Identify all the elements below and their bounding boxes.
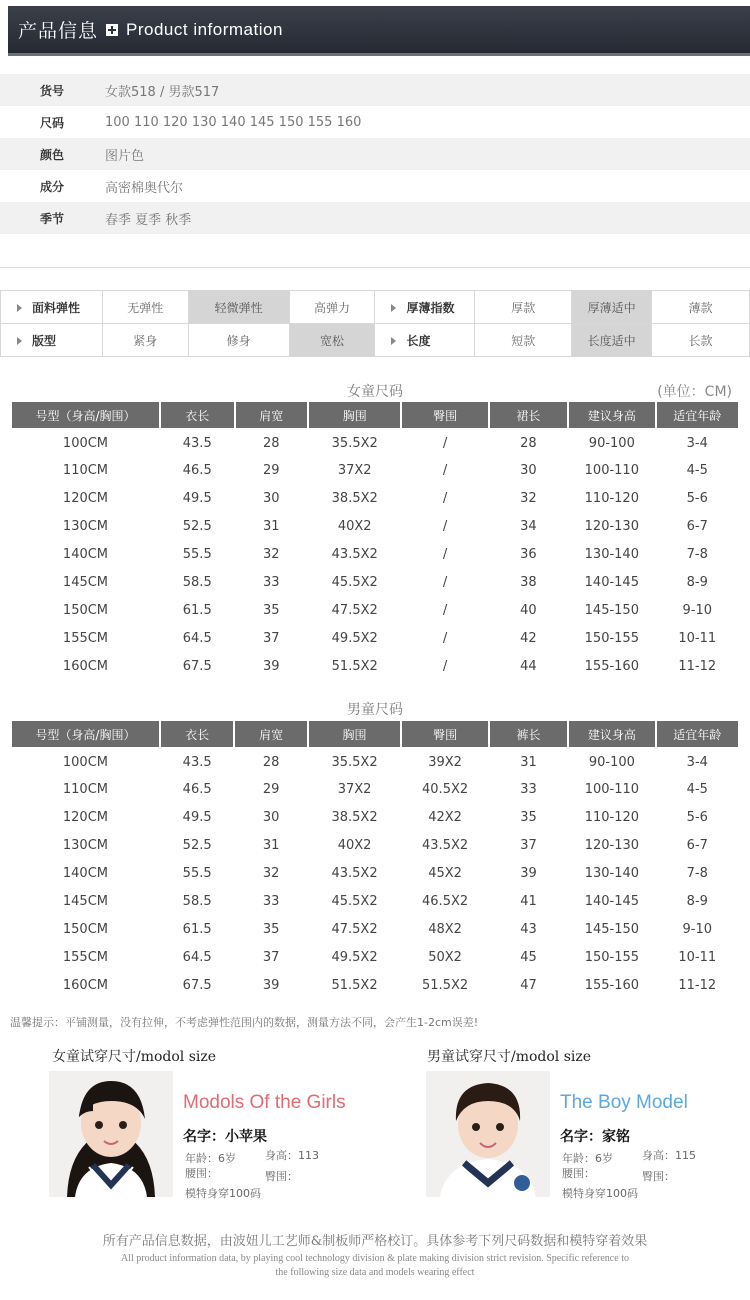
attr-label bbox=[375, 291, 475, 324]
boys-size-table bbox=[10, 721, 740, 999]
table-cell: 39 bbox=[262, 658, 280, 674]
boys-size-caption: 男童尺码 bbox=[347, 702, 403, 718]
attr-option: 修身 bbox=[188, 324, 289, 357]
table-cell: 130CM bbox=[62, 837, 108, 853]
table-cell: 32 bbox=[262, 546, 280, 562]
name-label: 名字： bbox=[560, 1129, 602, 1145]
table-cell: 145CM bbox=[62, 574, 109, 590]
column-header: 适宜年龄 bbox=[657, 721, 738, 747]
table-cell: 47.5X2 bbox=[331, 921, 378, 937]
table-header-row bbox=[12, 402, 738, 428]
table-cell: 52.5 bbox=[182, 837, 212, 853]
table-cell: 31 bbox=[262, 837, 280, 853]
girl-model-name bbox=[183, 1126, 267, 1146]
table-cell: 120CM bbox=[62, 490, 109, 506]
column-header: 号型（身高/胸围） bbox=[12, 721, 159, 747]
girl-model-title: 女童试穿尺寸/modol size bbox=[52, 1049, 217, 1065]
table-cell: 33 bbox=[262, 574, 280, 590]
info-key: 颜色 bbox=[40, 147, 65, 162]
info-key: 成分 bbox=[40, 179, 65, 194]
table-cell: 42X2 bbox=[428, 809, 462, 825]
column-header: 建议身高 bbox=[569, 721, 654, 747]
table-cell: 100CM bbox=[62, 435, 109, 451]
table-cell: 100CM bbox=[62, 754, 108, 770]
table-cell: 100-110 bbox=[584, 462, 639, 478]
table-cell: / bbox=[442, 546, 448, 562]
attr-label-text: 长度 bbox=[406, 333, 431, 348]
table-row bbox=[12, 859, 738, 887]
table-cell: 49.5X2 bbox=[331, 949, 378, 965]
table-cell: 44 bbox=[520, 658, 537, 674]
triangle-right-icon bbox=[391, 337, 396, 345]
table-cell: 160CM bbox=[62, 658, 109, 674]
table-cell: 37X2 bbox=[337, 781, 372, 797]
attr-label-text: 面料弹性 bbox=[32, 300, 81, 315]
header-title-en: Product information bbox=[126, 19, 283, 39]
table-cell: / bbox=[442, 630, 448, 646]
table-cell: 48X2 bbox=[428, 921, 462, 937]
table-cell: 120-130 bbox=[584, 518, 639, 534]
girls-size-caption: 女童尺码 bbox=[347, 384, 403, 400]
attr-option: 厚款 bbox=[475, 291, 572, 324]
table-cell: 145-150 bbox=[584, 602, 639, 618]
height-label: 身高： bbox=[642, 1149, 675, 1162]
table-cell: 37 bbox=[262, 630, 280, 646]
table-row bbox=[12, 943, 738, 971]
table-row bbox=[12, 512, 738, 540]
table-cell: / bbox=[442, 602, 448, 618]
age-label: 年龄： bbox=[562, 1152, 595, 1165]
table-cell: 37X2 bbox=[337, 462, 372, 478]
table-cell: 30 bbox=[262, 809, 280, 825]
table-cell: 49.5X2 bbox=[331, 630, 378, 646]
column-header: 胸围 bbox=[309, 402, 401, 428]
table-cell: 29 bbox=[262, 781, 280, 797]
table-cell: 37 bbox=[262, 949, 280, 965]
name-label: 名字： bbox=[183, 1129, 225, 1145]
table-row bbox=[12, 652, 738, 680]
girl-model-heading: Modols Of the Girls bbox=[183, 1092, 346, 1113]
table-cell: 49.5 bbox=[182, 809, 212, 825]
attribute-grid bbox=[0, 290, 750, 357]
boy-model-name bbox=[560, 1126, 630, 1146]
table-cell: 47.5X2 bbox=[331, 602, 378, 618]
age-label: 年龄： bbox=[185, 1152, 218, 1165]
table-cell: 110-120 bbox=[584, 490, 639, 506]
table-cell: 43 bbox=[520, 921, 537, 937]
info-row-color bbox=[0, 138, 750, 170]
girl-model-photo bbox=[49, 1071, 173, 1197]
table-cell: 33 bbox=[520, 781, 537, 797]
table-header-row bbox=[12, 721, 738, 747]
table-cell: 58.5 bbox=[182, 893, 212, 909]
table-cell: 39 bbox=[520, 865, 537, 881]
table-cell: 33 bbox=[262, 893, 280, 909]
table-cell: 51.5X2 bbox=[331, 977, 378, 993]
table-cell: 4-5 bbox=[686, 781, 708, 797]
height-label: 身高： bbox=[265, 1149, 298, 1162]
table-cell: 36 bbox=[520, 546, 537, 562]
info-key: 货号 bbox=[40, 83, 65, 98]
table-cell: 140-145 bbox=[584, 893, 640, 909]
table-cell: 155CM bbox=[62, 630, 109, 646]
table-cell: 150-155 bbox=[584, 630, 639, 646]
table-cell: 4-5 bbox=[686, 462, 708, 478]
table-cell: 110CM bbox=[62, 462, 109, 478]
table-row bbox=[12, 803, 738, 831]
table-cell: 38 bbox=[520, 574, 537, 590]
info-row-size bbox=[0, 106, 750, 138]
column-header: 胸围 bbox=[309, 721, 401, 747]
table-cell: 145CM bbox=[62, 893, 108, 909]
table-cell: 43.5X2 bbox=[422, 837, 469, 853]
table-row bbox=[12, 456, 738, 484]
table-cell: 51.5X2 bbox=[331, 658, 378, 674]
table-cell: 11-12 bbox=[678, 977, 717, 993]
product-info-list bbox=[0, 74, 750, 268]
table-cell: 130-140 bbox=[584, 546, 639, 562]
attr-option: 无弹性 bbox=[102, 291, 188, 324]
table-cell: 100-110 bbox=[584, 781, 640, 797]
table-row bbox=[12, 747, 738, 775]
table-cell: 64.5 bbox=[182, 949, 212, 965]
table-cell: 28 bbox=[262, 754, 280, 770]
column-header: 肩宽 bbox=[236, 402, 307, 428]
table-cell: 58.5 bbox=[182, 574, 212, 590]
attr-option-selected: 轻微弹性 bbox=[188, 291, 289, 324]
attr-option-selected: 宽松 bbox=[289, 324, 375, 357]
attr-label-text: 厚薄指数 bbox=[406, 300, 455, 315]
girl-model-height bbox=[265, 1147, 319, 1163]
table-cell: 50X2 bbox=[428, 949, 462, 965]
attr-label bbox=[1, 324, 103, 357]
table-cell: 9-10 bbox=[682, 921, 713, 937]
attr-option: 薄款 bbox=[652, 291, 750, 324]
table-cell: 39X2 bbox=[428, 754, 462, 770]
table-cell: 49.5 bbox=[182, 490, 212, 506]
table-cell: 35 bbox=[262, 602, 280, 618]
table-cell: 34 bbox=[520, 518, 537, 534]
table-cell: 90-100 bbox=[588, 435, 635, 451]
name-value: 小苹果 bbox=[225, 1129, 267, 1145]
table-cell: 55.5 bbox=[182, 865, 212, 881]
name-value: 家铭 bbox=[602, 1129, 630, 1145]
table-cell: 29 bbox=[262, 462, 280, 478]
table-cell: 140CM bbox=[62, 865, 108, 881]
table-cell: 40X2 bbox=[337, 837, 372, 853]
table-cell: 145-150 bbox=[584, 921, 640, 937]
info-row-item-no bbox=[0, 74, 750, 106]
table-cell: 30 bbox=[262, 490, 280, 506]
attr-option: 紧身 bbox=[102, 324, 188, 357]
table-cell: 120-130 bbox=[584, 837, 640, 853]
table-cell: 140CM bbox=[62, 546, 109, 562]
info-row-season bbox=[0, 202, 750, 234]
boy-model-age bbox=[562, 1150, 613, 1166]
table-cell: 35.5X2 bbox=[331, 435, 378, 451]
info-value: 高密棉奥代尔 bbox=[105, 180, 184, 196]
attr-label bbox=[1, 291, 103, 324]
plus-icon bbox=[106, 24, 118, 36]
table-cell: 55.5 bbox=[182, 546, 212, 562]
table-cell: 28 bbox=[520, 435, 537, 451]
column-header: 裤长 bbox=[490, 721, 567, 747]
section-header bbox=[8, 6, 750, 56]
table-cell: 90-100 bbox=[588, 754, 635, 770]
table-cell: 52.5 bbox=[182, 518, 212, 534]
column-header: 臀围 bbox=[402, 721, 488, 747]
boy-model-waist: 腰围： bbox=[562, 1167, 595, 1180]
table-cell: 6-7 bbox=[686, 518, 708, 534]
attr-option-selected: 厚薄适中 bbox=[572, 291, 652, 324]
column-header: 衣长 bbox=[161, 721, 234, 747]
table-cell: 41 bbox=[520, 893, 537, 909]
footer-note-cn: 所有产品信息数据，由波妞儿工艺师&制板师严格校订。具体参考下列尺码数据和模特穿着效果 bbox=[102, 1234, 648, 1249]
column-header: 衣长 bbox=[161, 402, 234, 428]
table-cell: 40 bbox=[520, 602, 537, 618]
table-cell: 43.5X2 bbox=[331, 546, 378, 562]
attr-option: 短款 bbox=[475, 324, 572, 357]
table-row bbox=[12, 887, 738, 915]
table-cell: 30 bbox=[520, 462, 537, 478]
table-cell: / bbox=[442, 574, 448, 590]
table-cell: 120CM bbox=[62, 809, 108, 825]
girl-model-age bbox=[185, 1150, 236, 1166]
table-cell: 32 bbox=[520, 490, 537, 506]
girl-model-waist: 腰围： bbox=[185, 1167, 218, 1180]
attribute-row bbox=[1, 324, 750, 357]
table-row bbox=[12, 568, 738, 596]
table-cell: 61.5 bbox=[182, 921, 212, 937]
boy-model-wear: 模特身穿100码 bbox=[562, 1187, 638, 1200]
table-cell: / bbox=[442, 462, 448, 478]
table-cell: 3-4 bbox=[686, 435, 708, 451]
header-title-cn: 产品信息 bbox=[18, 20, 99, 42]
table-cell: 140-145 bbox=[584, 574, 639, 590]
boy-model-title: 男童试穿尺寸/modol size bbox=[427, 1049, 592, 1065]
table-cell: 10-11 bbox=[678, 949, 717, 965]
boy-model-heading: The Boy Model bbox=[560, 1092, 688, 1113]
boy-model-height bbox=[642, 1147, 696, 1163]
table-cell: 7-8 bbox=[686, 865, 708, 881]
info-key: 尺码 bbox=[40, 115, 65, 130]
table-cell: 110CM bbox=[62, 781, 108, 797]
girl-model-hip: 臀围： bbox=[265, 1170, 298, 1183]
table-cell: 155-160 bbox=[584, 977, 640, 993]
column-header: 裙长 bbox=[490, 402, 567, 428]
table-cell: 5-6 bbox=[686, 490, 708, 506]
table-cell: 40X2 bbox=[337, 518, 372, 534]
info-value: 图片色 bbox=[105, 148, 145, 164]
attribute-row bbox=[1, 291, 750, 324]
info-value: 春季 夏季 秋季 bbox=[105, 212, 192, 228]
table-cell: 40.5X2 bbox=[422, 781, 469, 797]
column-header: 号型（身高/胸围） bbox=[12, 402, 159, 428]
table-cell: 51.5X2 bbox=[422, 977, 469, 993]
table-row bbox=[12, 540, 738, 568]
boy-model-hip: 臀围： bbox=[642, 1170, 675, 1183]
table-cell: 38.5X2 bbox=[331, 809, 378, 825]
table-cell: 47 bbox=[520, 977, 537, 993]
column-header: 臀围 bbox=[402, 402, 487, 428]
table-cell: 38.5X2 bbox=[331, 490, 378, 506]
height-value: 113 bbox=[298, 1149, 319, 1162]
table-cell: 32 bbox=[262, 865, 280, 881]
table-row bbox=[12, 971, 738, 999]
attr-option: 长款 bbox=[652, 324, 750, 357]
table-cell: 35 bbox=[262, 921, 280, 937]
girl-model-wear: 模特身穿100码 bbox=[185, 1187, 261, 1200]
table-cell: 130-140 bbox=[584, 865, 640, 881]
table-cell: / bbox=[442, 435, 448, 451]
table-cell: 28 bbox=[262, 435, 280, 451]
table-cell: 110-120 bbox=[584, 809, 640, 825]
table-row bbox=[12, 775, 738, 803]
table-cell: / bbox=[442, 658, 448, 674]
triangle-right-icon bbox=[391, 304, 396, 312]
table-cell: 42 bbox=[520, 630, 537, 646]
table-cell: 45.5X2 bbox=[331, 574, 378, 590]
table-cell: 45 bbox=[520, 949, 537, 965]
table-cell: 10-11 bbox=[678, 630, 717, 646]
table-cell: 160CM bbox=[62, 977, 108, 993]
table-row bbox=[12, 428, 738, 456]
table-row bbox=[12, 915, 738, 943]
table-cell: 150-155 bbox=[584, 949, 640, 965]
info-row-material bbox=[0, 170, 750, 202]
table-cell: 11-12 bbox=[678, 658, 717, 674]
table-cell: 6-7 bbox=[686, 837, 708, 853]
table-cell: 46.5X2 bbox=[422, 893, 469, 909]
table-row bbox=[12, 596, 738, 624]
footer-note-en: All product information data, by playing cool technology division & plate making division strict revision. Specific reference to the following size data and models wearing effect bbox=[121, 1253, 629, 1278]
girls-size-table bbox=[10, 402, 740, 680]
table-cell: / bbox=[442, 518, 448, 534]
table-cell: 45X2 bbox=[428, 865, 462, 881]
table-cell: 155CM bbox=[62, 949, 108, 965]
table-cell: 46.5 bbox=[182, 781, 212, 797]
info-key: 季节 bbox=[40, 211, 65, 226]
table-cell: 39 bbox=[262, 977, 280, 993]
table-cell: 31 bbox=[262, 518, 280, 534]
column-header: 建议身高 bbox=[569, 402, 654, 428]
height-value: 115 bbox=[675, 1149, 696, 1162]
table-cell: 31 bbox=[520, 754, 537, 770]
age-value: 6岁 bbox=[218, 1152, 236, 1165]
table-cell: 67.5 bbox=[182, 977, 212, 993]
table-cell: 150CM bbox=[62, 921, 108, 937]
divider bbox=[0, 234, 750, 268]
table-cell: 35 bbox=[520, 809, 537, 825]
column-header: 肩宽 bbox=[235, 721, 306, 747]
table-cell: 64.5 bbox=[182, 630, 212, 646]
table-cell: 43.5 bbox=[182, 754, 212, 770]
table-cell: 43.5X2 bbox=[331, 865, 378, 881]
table-cell: 9-10 bbox=[682, 602, 713, 618]
table-row bbox=[12, 484, 738, 512]
attr-label bbox=[375, 324, 475, 357]
triangle-right-icon bbox=[17, 304, 22, 312]
table-cell: 130CM bbox=[62, 518, 109, 534]
table-cell: 67.5 bbox=[182, 658, 212, 674]
boy-model-photo bbox=[426, 1071, 550, 1197]
column-header: 适宜年龄 bbox=[657, 402, 738, 428]
table-cell: 7-8 bbox=[686, 546, 708, 562]
age-value: 6岁 bbox=[595, 1152, 613, 1165]
table-cell: 61.5 bbox=[182, 602, 212, 618]
table-cell: 35.5X2 bbox=[331, 754, 378, 770]
measurement-tip: 温馨提示：平铺测量，没有拉伸，不考虑弹性范围内的数据，测量方法不同，会产生1-2cm误差! bbox=[10, 1016, 479, 1029]
table-row bbox=[12, 624, 738, 652]
table-cell: 150CM bbox=[62, 602, 109, 618]
unit-label: (单位：CM) bbox=[657, 384, 732, 400]
attr-label-text: 版型 bbox=[32, 333, 57, 348]
table-row bbox=[12, 831, 738, 859]
attr-option-selected: 长度适中 bbox=[572, 324, 652, 357]
info-value: 女款518 / 男款517 bbox=[105, 84, 220, 100]
table-cell: 43.5 bbox=[182, 435, 212, 451]
triangle-right-icon bbox=[17, 337, 22, 345]
table-cell: / bbox=[442, 490, 448, 506]
table-cell: 45.5X2 bbox=[331, 893, 378, 909]
table-cell: 8-9 bbox=[686, 893, 708, 909]
table-cell: 5-6 bbox=[686, 809, 708, 825]
table-cell: 155-160 bbox=[584, 658, 639, 674]
info-value: 100 110 120 130 140 145 150 155 160 bbox=[105, 114, 362, 130]
table-cell: 46.5 bbox=[182, 462, 212, 478]
table-cell: 8-9 bbox=[686, 574, 708, 590]
attr-option: 高弹力 bbox=[289, 291, 375, 324]
table-cell: 3-4 bbox=[686, 754, 708, 770]
table-cell: 37 bbox=[520, 837, 537, 853]
